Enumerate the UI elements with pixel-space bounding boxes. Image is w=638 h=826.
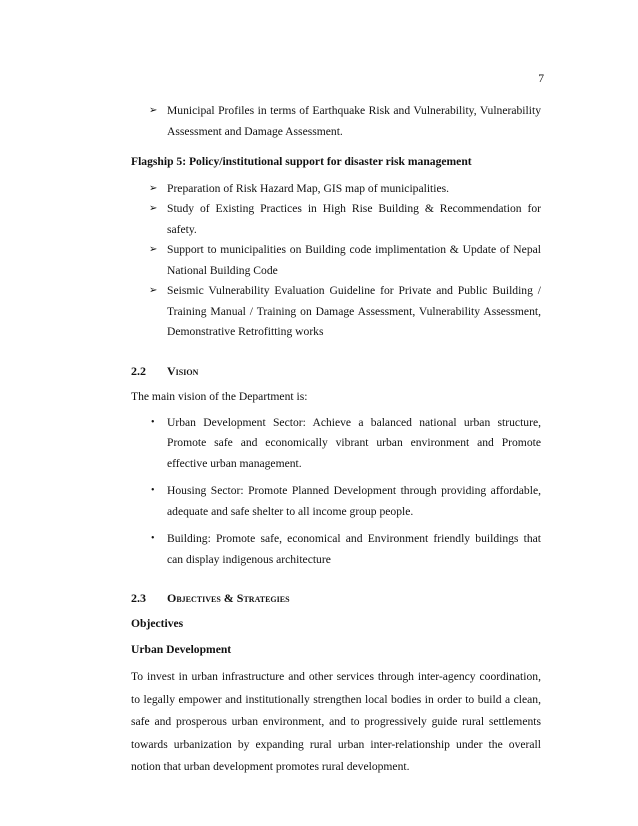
arrow-list-top: [131, 101, 541, 142]
flagship-heading: Flagship 5: Policy/institutional support for disaster risk management: [131, 155, 472, 168]
arrow-bullet-icon: ➢: [149, 244, 158, 255]
flagship-list: [131, 179, 541, 343]
list-item-text: Support to municipalities on Building code implimentation & Update of Nepal National Building Code: [167, 243, 541, 277]
list-item: [131, 101, 541, 142]
section-heading-vision: [131, 361, 541, 381]
sub-heading-urban-development: Urban Development: [131, 643, 232, 656]
dot-bullet-icon: •: [151, 416, 155, 428]
section-number: 2.2: [131, 363, 146, 378]
page-number: 7: [538, 72, 544, 85]
section-title: Objectives & Strategies: [167, 591, 290, 605]
urban-development-paragraph: To invest in urban infrastructure and other services through inter-agency coordination, to legally empower and institutionally strengthen local bodies in order to build a clean, safe and prosperous urban environment, and to progressively guide rural settlements towards urbanization by expanding rural urban inter-relationship under the overall notion that urban development promotes rural development.: [131, 670, 541, 773]
list-item: [131, 529, 541, 570]
list-item-text: Seismic Vulnerability Evaluation Guideline for Private and Public Building / Training Manual / Training on Damage Assessment, Vulnerability Assessment, Demonstrative Retrofitting works: [167, 284, 541, 338]
list-item-text: Municipal Profiles in terms of Earthquake Risk and Vulnerability, Vulnerability Assessment and Damage Assessment.: [167, 104, 541, 138]
list-item: [131, 199, 541, 240]
page-content: [131, 101, 541, 779]
list-item: [131, 481, 541, 522]
list-item: [131, 179, 541, 200]
dot-bullet-icon: •: [151, 485, 155, 496]
arrow-bullet-icon: ➢: [149, 182, 158, 194]
list-item: [131, 281, 541, 343]
list-item-text: Building: Promote safe, economical and Environment friendly buildings that can display indigenous architecture: [167, 532, 541, 566]
list-item-text: Study of Existing Practices in High Rise Building & Recommendation for safety.: [167, 202, 541, 236]
sub-heading-objectives: Objectives: [131, 617, 184, 630]
vision-list: [131, 413, 541, 571]
section-title: Vision: [167, 363, 199, 378]
list-item: [131, 240, 541, 281]
arrow-bullet-icon: ➢: [149, 285, 158, 296]
vision-intro: The main vision of the Department is:: [131, 389, 308, 403]
list-item: [131, 413, 541, 475]
list-item-text: Housing Sector: Promote Planned Development through providing affordable, adequate and safe shelter to all income group people.: [167, 484, 541, 518]
arrow-bullet-icon: ➢: [149, 105, 158, 116]
dot-bullet-icon: •: [151, 533, 155, 544]
list-item-text: Urban Development Sector: Achieve a balanced national urban structure, Promote safe and economically vibrant urban environment and Promote effective urban management.: [167, 415, 541, 470]
section-number: 2.3: [131, 591, 146, 605]
section-heading-objectives: [131, 588, 541, 608]
arrow-bullet-icon: ➢: [149, 203, 158, 214]
list-item-text: Preparation of Risk Hazard Map, GIS map of municipalities.: [167, 181, 450, 195]
